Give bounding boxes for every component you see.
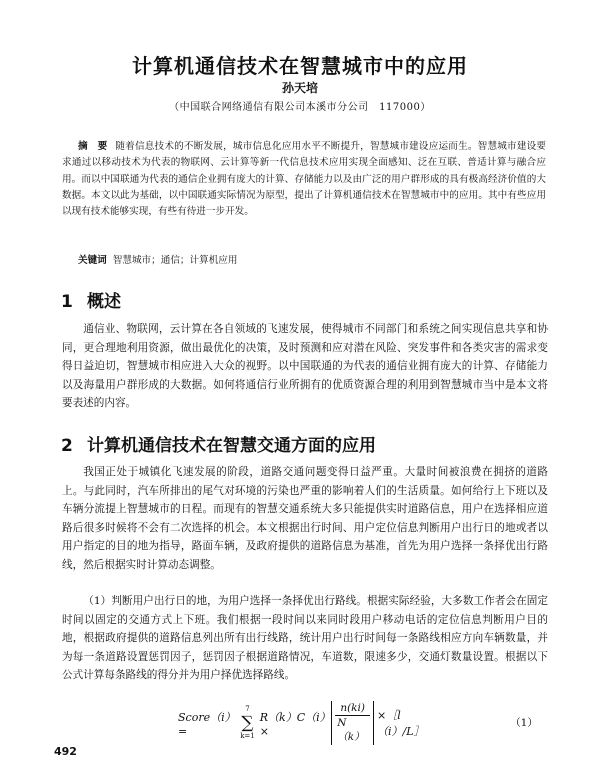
paper-title: 计算机通信技术在智慧城市中的应用: [132, 54, 468, 78]
section-2-paragraph-2: （1）判断用户出行日的地，为用户选择一条择优出行路线。根据实际经验，大多数工作者会在固定时间以固定的交通方式上下班。我们根据一段时间以来同时段用户移动电话的定位信息判断用户目的地，根据政府提供的道路信息列出所有出行线路，统计用户出行时间每一条路线相应方向车辆数量，并为每一条道路设置惩罚因子，惩罚因子根据道路情况，车道数，限速多少，交通灯数量设置。根据以下公式计算每条路线的得分并为用户择优选择路线。: [62, 595, 548, 681]
section-1-heading: [61, 287, 121, 312]
abstract: [62, 139, 546, 220]
sum-upper-limit: 7: [245, 705, 250, 713]
sigma-symbol: ∑: [241, 713, 254, 733]
fraction-denominator: N（k）: [337, 717, 365, 743]
equation-number: （1）: [510, 717, 538, 729]
keywords: [78, 252, 548, 266]
section-1-number: 1: [61, 292, 73, 312]
formula-tail: ×［l（i）/L］: [377, 709, 425, 738]
keywords-text: 智慧城市；通信；计算机应用: [112, 255, 238, 266]
section-2-number: 2: [61, 436, 73, 456]
sum-lower-limit: k=1: [240, 732, 255, 740]
score-formula: [178, 703, 438, 743]
section-2-paragraph-1: 我国正处于城镇化飞速发展的阶段，道路交通问题变得日益严重。大量时间被浪费在拥挤的道路上。与此同时，汽车所排出的尾气对环境的污染也严重的影响着人们的生活质量。如何给行上下班以及车辆分流提上智慧城市的日程。而现有的智慧交通系统大多只能提供实时道路信息，用户在选择相应道路后很多时候将不会有二次选择的机会。本文根据出行时间、用户定位信息判断用户出行日的地或者以用户指定的目的地为指导，路面车辆，及政府提供的道路信息为基准，首先为用户选择一条择优出行路线，然后根据实时计算动态调整。: [62, 466, 548, 571]
section-1-paragraph: 通信业、物联网，云计算在各自领域的飞速发展，使得城市不同部门和系统之间实现信息共享和协同，更合理地利用资源，做出最优化的决策，及时预测和应对潜在风险、突发事件和各类灾害的需求变得日益迫切，智慧城市相应进入大众的视野。以中国联通的为代表的通信业拥有庞大的计算、存储能力以及海量用户群形成的大数据。如何将通信行业所拥有的优质资源合理的利用到智慧城市当中是本文将要表述的内容。: [62, 323, 548, 409]
section-1-title: 概述: [87, 292, 121, 312]
page-number: 492: [54, 745, 77, 758]
fraction-numerator: n(ki): [340, 702, 365, 714]
abstract-text: 随着信息技术的不断发展，城市信息化应用水平不断提升，智慧城市建设应运而生。智慧城市建设要求通过以移动技术为代表的物联网、云计算等新一代信息技术应用实现全面感知、泛在互联、普适计算与融合应用。而以中国联通为代表的通信企业拥有庞大的计算、存储能力以及由广泛的用户群形成的具有极高经济价值的大数据。本文以此为基础，以中国联通实际情况为原型，提出了计算机通信技术在智慧城市中的应用。其中有些应用以现有技术能够实现，有些有待进一步开发。: [62, 141, 546, 218]
formula-lhs: Score（i）=: [178, 710, 231, 738]
section-2-title: 计算机通信技术在智慧交通方面的应用: [87, 436, 376, 456]
section-2-heading: [61, 431, 376, 456]
author-name: 孙天培: [281, 81, 318, 95]
formula-term: R（k）C（i）×: [259, 710, 326, 738]
author-affiliation: （中国联合网络通信有限公司本溪市分公司 117000）: [169, 102, 431, 113]
keywords-label: 关键词: [78, 255, 107, 266]
formula-fraction: [331, 701, 374, 745]
summation: [240, 705, 255, 741]
abstract-label: 摘 要: [78, 141, 108, 152]
